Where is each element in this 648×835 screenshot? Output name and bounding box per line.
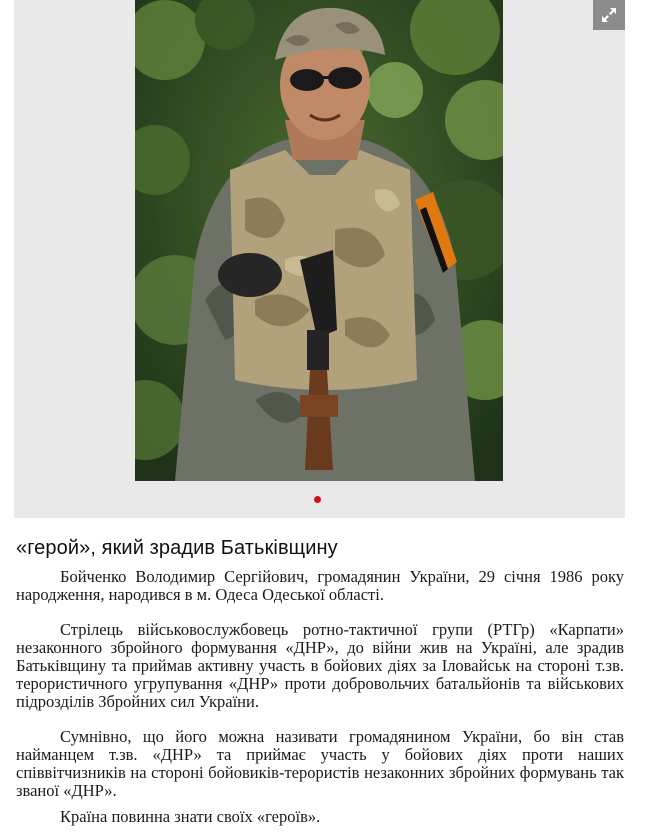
article-paragraph: Бойченко Володимир Сергійович, громадянин України, 29 січня 1986 року народження, народився в м. Одеса Одеської області.	[16, 567, 624, 604]
expand-arrows-icon	[601, 7, 617, 23]
expand-button[interactable]	[593, 0, 625, 30]
article-paragraph: Країна повинна знати своїх «героїв».	[60, 807, 321, 826]
image-gallery	[14, 0, 625, 518]
gallery-photo[interactable]	[135, 0, 503, 481]
article-paragraph: Сумнівно, що його можна називати громадянином України, бо він став найманцем т.зв. «ДНР» та приймає участь у бойових діях проти наших співвітчизників на стороні бойовиків-терористів незаконних збройних формувань так званої «ДНР».	[16, 727, 624, 800]
photo-caption: «герой», який зрадив Батьківщину	[16, 537, 338, 559]
slide-indicator-dot[interactable]	[314, 496, 321, 503]
article-paragraph: Стрілець військовослужбовець ротно-тактичної групи (РТГр) «Карпати» незаконного збройного формування «ДНР», до війни жив на Україні, але зрадив Батьківщину та приймав активну участь в бойових діях за Іловайськ на стороні т.зв. терористичного угрупування «ДНР» проти добровольчих батальйонів та військових підрозділів Збройних сил України.	[16, 620, 624, 711]
soldier-photo-illustration	[135, 0, 503, 481]
article-body	[16, 568, 624, 826]
